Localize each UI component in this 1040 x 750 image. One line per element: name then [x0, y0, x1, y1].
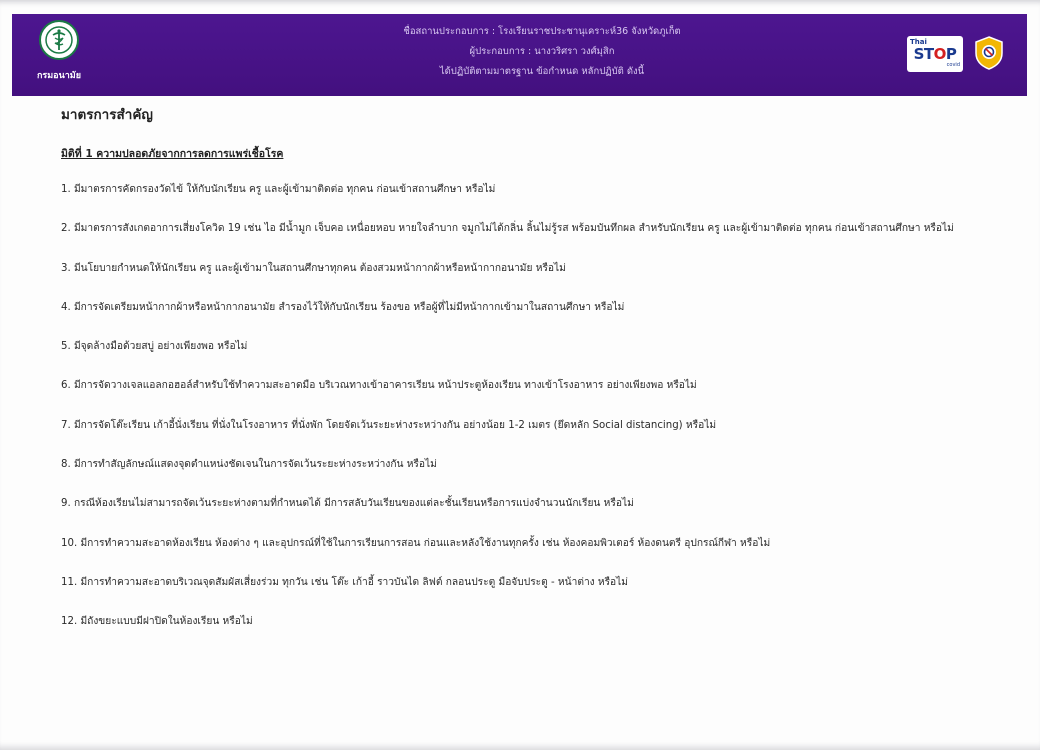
- thai-stop-p: P: [945, 45, 957, 63]
- compliance-statement: ได้ปฏิบัติตามมาตรฐาน ข้อกำหนด หลักปฏิบัติ ดังนี้: [439, 66, 645, 77]
- list-item: 2. มีมาตรการสังเกตอาการเสี่ยงโควิด 19 เช่น ไอ มีน้ำมูก เจ็บคอ เหนื่อยหอบ หายใจลำบาก จมูกไม่ได้กลิ่น ลิ้นไม่รู้รส พร้อมบันทึกผล สำหรับนักเรียน ครู และผู้เข้ามาติดต่อ ทุกคน ก่อนเข้าสถานศึกษา หรือไม่: [61, 223, 954, 235]
- establishment-info: [312, 22, 772, 82]
- thai-stop-o: O: [933, 45, 946, 63]
- operator-name: ผู้ประกอบการ : นางวริศรา วงศ์มุสิก: [469, 46, 615, 57]
- list-item: 3. มีนโยบายกำหนดให้นักเรียน ครู และผู้เข้ามาในสถานศึกษาทุกคน ต้องสวมหน้ากากผ้าหรือหน้ากากอนามัย หรือไม่: [61, 262, 566, 274]
- list-item: 11. มีการทำความสะอาดบริเวณจุดสัมผัสเสี่ยงร่วม ทุกวัน เช่น โต๊ะ เก้าอี้ ราวบันได ลิฟต์ กลอนประตู มือจับประตู - หน้าต่าง หรือไม่: [61, 576, 629, 588]
- list-item: 10. มีการทำความสะอาดห้องเรียน ห้องต่าง ๆ และอุปกรณ์ที่ใช้ในการเรียนการสอน ก่อนและหลังใช้งานทุกครั้ง เช่น ห้องคอมพิวเตอร์ ห้องดนตรี อุปกรณ์กีฬา หรือไม่: [61, 537, 771, 549]
- list-item: 1. มีมาตรการคัดกรองวัดไข้ ให้กับนักเรียน ครู และผู้เข้ามาติดต่อ ทุกคน ก่อนเข้าสถานศึกษา หรือไม่: [61, 184, 496, 195]
- page-title: มาตรการสำคัญ: [61, 107, 153, 123]
- section-heading: มิติที่ 1 ความปลอดภัยจากการลดการแพร่เชื้อโรค: [61, 148, 284, 160]
- list-item: 12. มีถังขยะแบบมีฝาปิดในห้องเรียน หรือไม่: [61, 616, 253, 628]
- thai-stop-st: ST: [913, 45, 934, 63]
- list-item: 8. มีการทำสัญลักษณ์แสดงจุดตำแหน่งชัดเจนในการจัดเว้นระยะห่างระหว่างกัน หรือไม่: [61, 459, 437, 471]
- list-item: 9. กรณีห้องเรียนไม่สามารถจัดเว้นระยะห่างตามที่กำหนดได้ มีการสลับวันเรียนของแต่ละชั้นเรียนหรือการแบ่งจำนวนนักเรียน หรือไม่: [61, 498, 634, 510]
- list-item: 5. มีจุดล้างมือด้วยสบู่ อย่างเพียงพอ หรือไม่: [61, 341, 248, 353]
- department-logo-label: กรมอนามัย: [36, 71, 82, 81]
- establishment-name: ชื่อสถานประกอบการ : โรงเรียนราชประชานุเคราะห์36 จังหวัดภูเก็ต: [403, 26, 681, 37]
- list-item: 7. มีการจัดโต๊ะเรียน เก้าอี้นั่งเรียน ที่นั่งในโรงอาหาร ที่นั่งพัก โดยจัดเว้นระยะห่างระหว่างกัน อย่างน้อย 1-2 เมตร (ยึดหลัก Social distancing) หรือไม่: [61, 419, 717, 431]
- thai-stop-covid-logo: [907, 36, 963, 72]
- thai-stop-line3: covid: [946, 62, 960, 68]
- measures-list: [61, 183, 1021, 655]
- thai-stop-line1: Thai: [910, 38, 927, 46]
- department-logo: [28, 20, 90, 90]
- list-item: 4. มีการจัดเตรียมหน้ากากผ้าหรือหน้ากากอนามัย สำรองไว้ให้กับนักเรียน ร้องขอ หรือผู้ที่ไม่มีหน้ากากเข้ามาในสถานศึกษา หรือไม่: [61, 301, 625, 313]
- thai-stop-word: [910, 46, 960, 62]
- list-item: 6. มีการจัดวางเจลแอลกอฮอล์สำหรับใช้ทำความสะอาดมือ บริเวณทางเข้าอาคารเรียน หน้าประตูห้องเรียน ทางเข้าโรงอาหาร อย่างเพียงพอ หรือไม่: [61, 380, 697, 392]
- caduceus-icon: [39, 20, 79, 60]
- shield-badge-icon: [974, 36, 1004, 70]
- header-banner: [12, 14, 1027, 96]
